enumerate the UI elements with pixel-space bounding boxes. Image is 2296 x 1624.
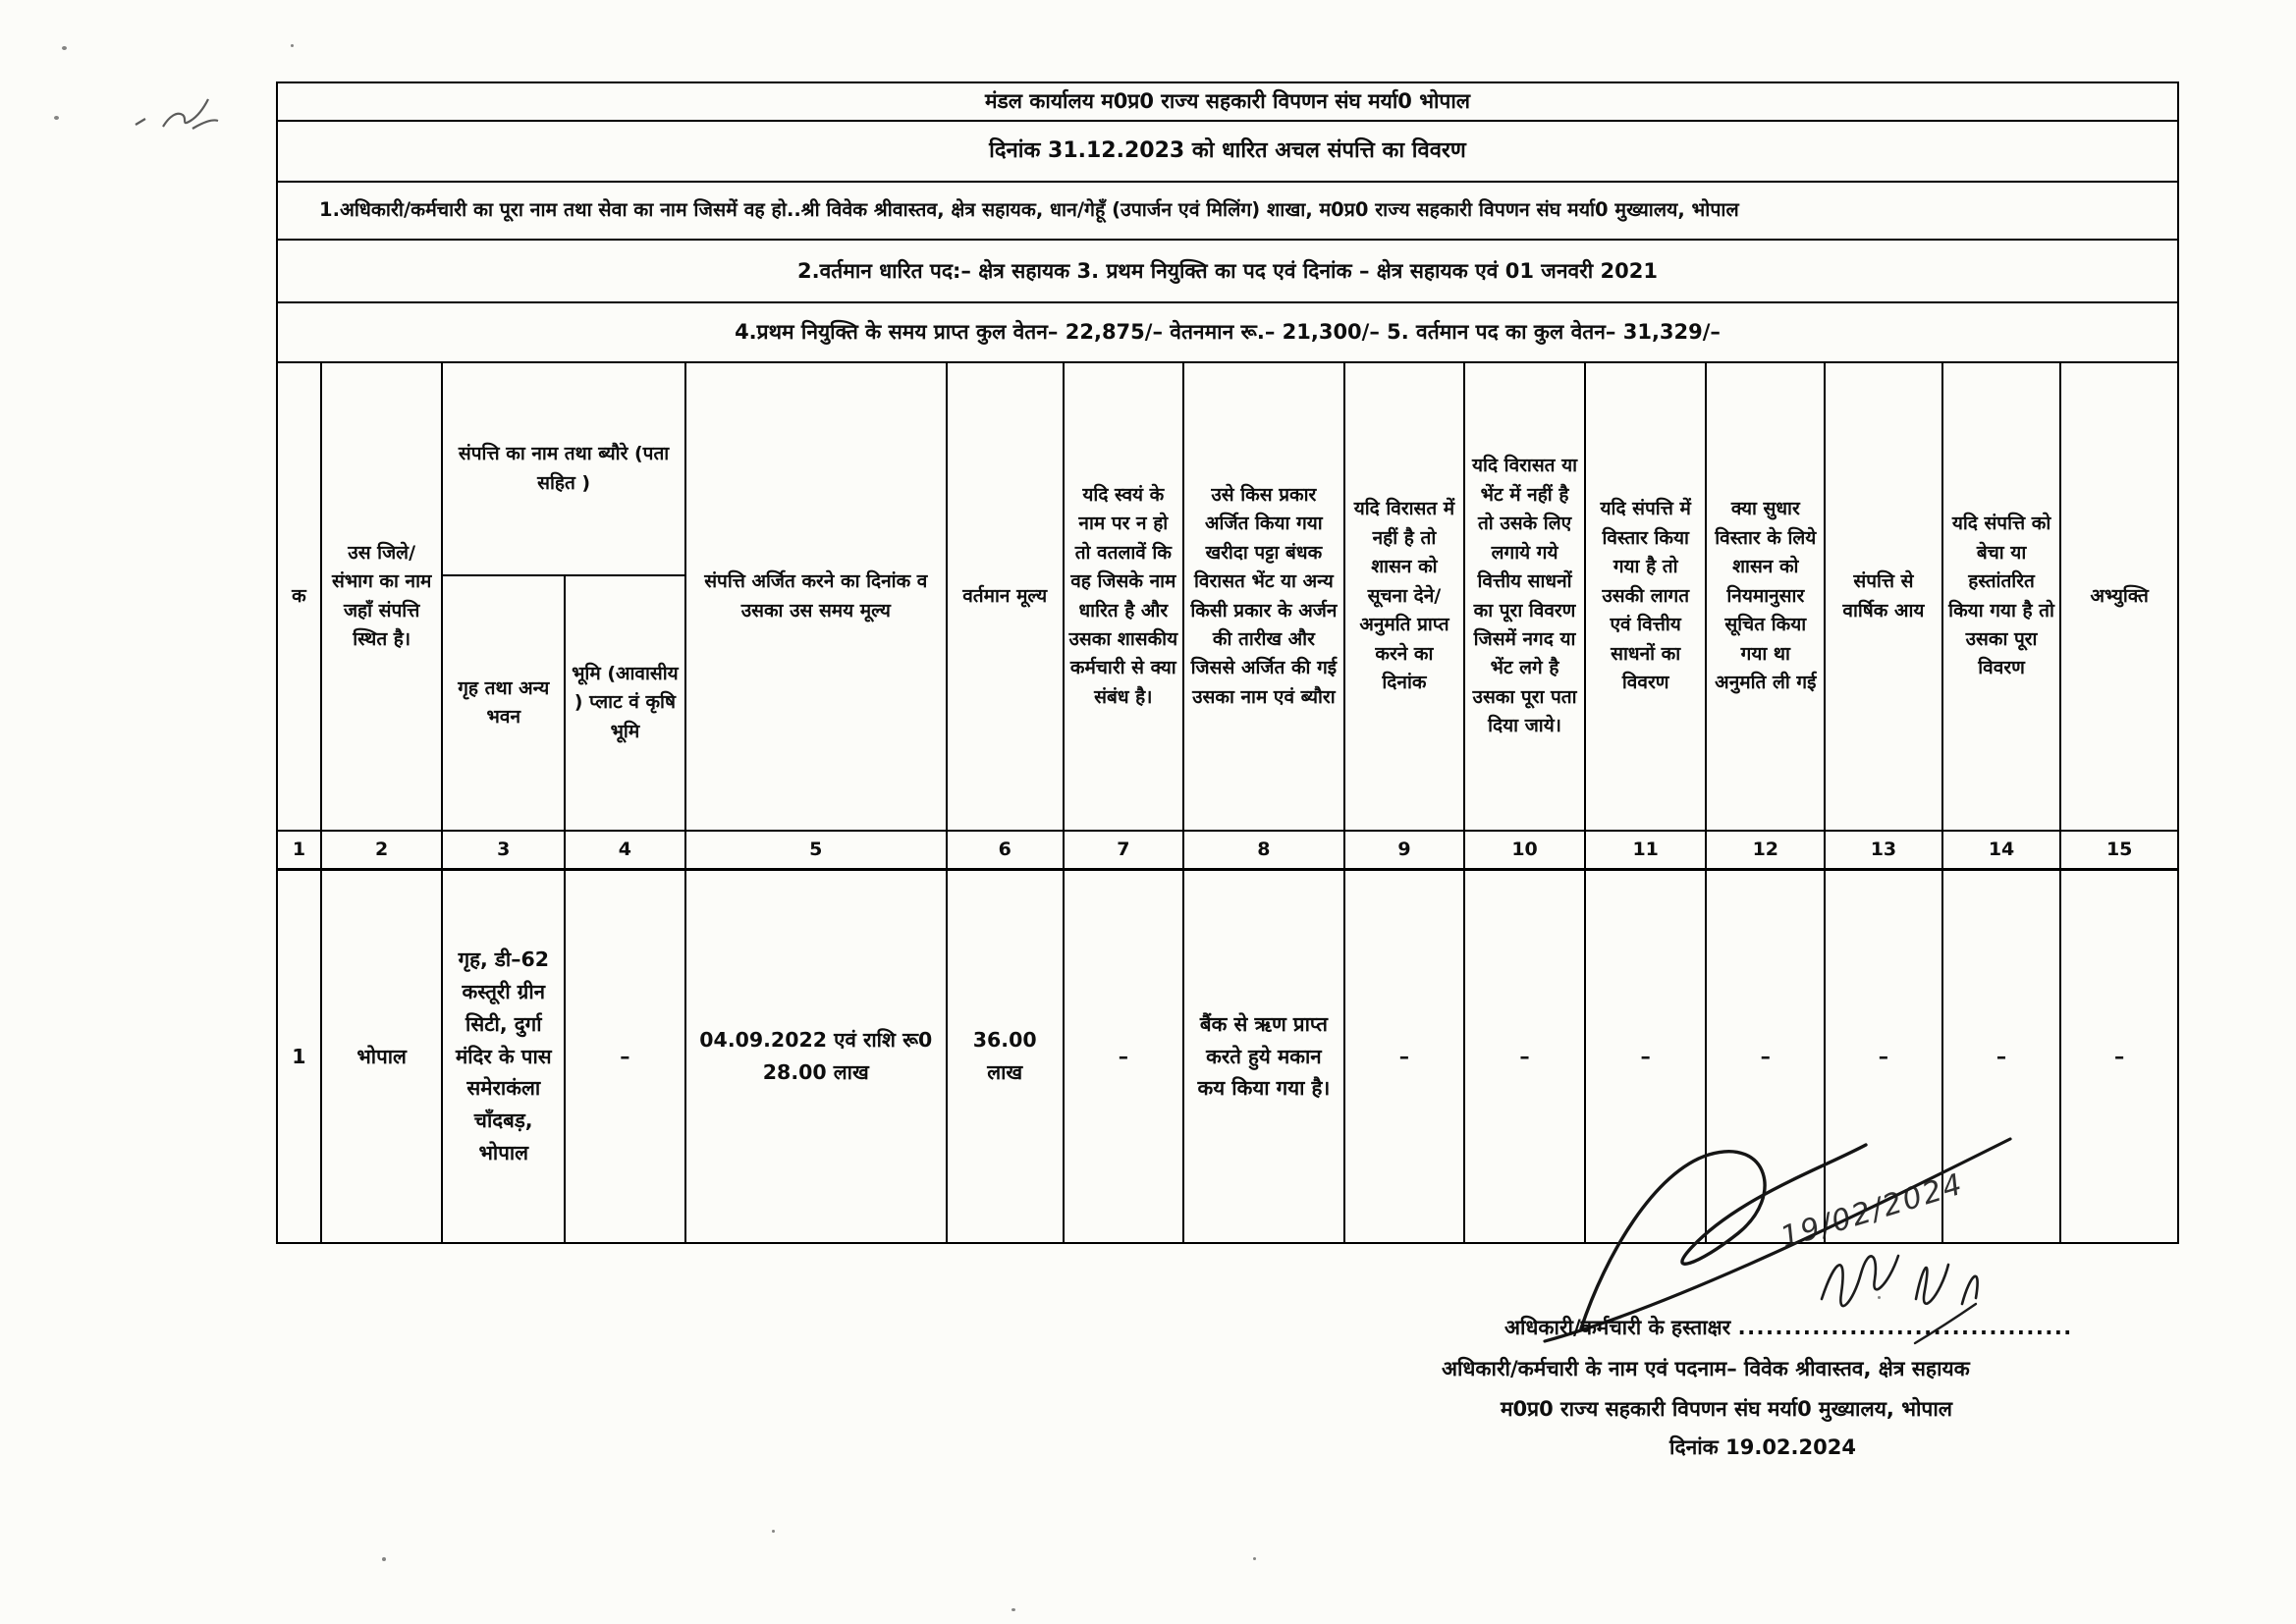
row-extension-permission: – — [1707, 871, 1826, 1242]
scan-speck — [1011, 1608, 1015, 1611]
col-header-6: वर्तमान मूल्य — [948, 363, 1065, 830]
col-header-group-property-name: संपत्ति का नाम तथा ब्यौरे (पता सहित ) — [443, 363, 685, 576]
col-number: 14 — [1943, 832, 2062, 868]
row-sale-transfer: – — [1943, 871, 2062, 1242]
col-number: 4 — [566, 832, 686, 868]
col-header-8: उसे किस प्रकार अर्जित किया गया खरीदा पट्टा बंधक विरासत भेंट या अन्य किसी प्रकार के अर्जन की तारीख और जिससे अर्जित की गई उसका नाम एवं ब्यौरा — [1184, 363, 1345, 830]
officer-name-row — [278, 183, 2177, 241]
officer-name-designation-line: अधिकारी/कर्मचारी के नाम एवं पदनाम– विवेक श्रीवास्तव, क्षेत्र सहायक — [1442, 1357, 1970, 1380]
row-permission-date: – — [1345, 871, 1466, 1242]
col-header-1: क — [278, 363, 322, 830]
signature-label: अधिकारी/कर्मचारी के हस्ताक्षर — [1504, 1316, 1731, 1339]
row-district: भोपाल — [322, 871, 444, 1242]
col-header-10: यदि विरासत या भेंट में नहीं है तो उसके लिए लगाये गये वित्तीय साधनों का पूरा विवरण जिसमें नगद या भेंट लगे है उसका पूरा पता दिया जाये। — [1465, 363, 1586, 830]
scan-speck — [1878, 1296, 1881, 1299]
col-number: 12 — [1707, 832, 1826, 868]
declaration-date-title: दिनांक 31.12.2023 को धारित अचल संपत्ति का विवरण — [989, 138, 1466, 164]
row-acquisition-date-value: 04.09.2022 एवं राशि रू0 28.00 लाख — [686, 871, 948, 1242]
col-number: 9 — [1345, 832, 1466, 868]
col-header-15: अभ्युक्ति — [2090, 584, 2149, 607]
col-number: 13 — [1826, 832, 1943, 868]
col-number: 6 — [948, 832, 1065, 868]
col-header-4: भूमि (आवासीय ) प्लाट वं कृषि भूमि — [566, 576, 686, 830]
col-number: 3 — [443, 832, 566, 868]
scan-speck — [62, 46, 67, 50]
office-title: मंडल कार्यालय म0प्र0 राज्य सहकारी विपणन संघ मर्या0 भोपाल — [984, 89, 1471, 114]
current-post-row — [278, 241, 2177, 303]
office-title-row — [278, 83, 2177, 122]
scan-speck — [291, 44, 294, 47]
column-header-row — [278, 363, 2177, 832]
footer-date-line: दिनांक 19.02.2024 — [1669, 1435, 1856, 1459]
col-header-7: यदि स्वयं के नाम पर न हो तो वतलावें कि वह जिसके नाम धारित है और उसका शासकीय कर्मचारी से क्या संबंध है। — [1065, 363, 1185, 830]
signature-handwritten-date: 19/02/2024 — [1777, 1166, 1968, 1256]
row-house-details: गृह, डी–62 कस्तूरी ग्रीन सिटी, दुर्गा मंदिर के पास समेराकंला चाँदबड़, भोपाल — [443, 871, 566, 1242]
col-header-9: यदि विरासत में नहीं है तो शासन को सूचना देने/ अनुमति प्राप्त करने का दिनांक — [1345, 363, 1466, 830]
col-number: 15 — [2105, 839, 2133, 860]
col-header-3: गृह तथा अन्य भवन — [443, 576, 566, 830]
scan-speck — [54, 116, 59, 120]
row-land-details: – — [566, 871, 686, 1242]
salary-text: 4.प्रथम नियुक्ति के समय प्राप्त कुल वेतन– 22,875/– वेतनमान रू.– 21,300/– 5. वर्तमान पद का कुल वेतन– 31,329/– — [735, 320, 1721, 345]
col-number: 7 — [1065, 832, 1185, 868]
property-declaration-table — [276, 81, 2179, 1244]
signature-dotted-line: .................................... — [1737, 1316, 2073, 1339]
current-post-text: 2.वर्तमान धारित पद:– क्षेत्र सहायक 3. प्रथम नियुक्ति का पद एवं दिनांक – क्षेत्र सहायक एवं 01 जनवरी 2021 — [797, 258, 1658, 283]
column-number-row — [278, 832, 2177, 871]
row-extension-cost: – — [1586, 871, 1708, 1242]
scan-scribble-mark — [118, 83, 236, 152]
col-number: 10 — [1465, 832, 1586, 868]
signature-line — [1504, 1314, 2073, 1341]
col-number: 1 — [278, 832, 322, 868]
col-header-5: संपत्ति अर्जित करने का दिनांक व उसका उस समय मूल्य — [686, 363, 948, 830]
scan-speck — [1253, 1557, 1256, 1560]
col-number: 8 — [1184, 832, 1345, 868]
row-remarks: – — [2114, 1044, 2125, 1068]
col-number: 5 — [686, 832, 948, 868]
row-serial: 1 — [278, 871, 322, 1242]
row-acquisition-mode: बैंक से ऋण प्राप्त करते हुये मकान कय किया गया है। — [1184, 871, 1345, 1242]
col-header-2: उस जिले/ संभाग का नाम जहाँ संपत्ति स्थित है। — [322, 363, 444, 830]
col-header-13: संपत्ति से वार्षिक आय — [1826, 363, 1943, 830]
declaration-date-row — [278, 122, 2177, 183]
row-annual-income: – — [1826, 871, 1943, 1242]
row-held-in-name: – — [1065, 871, 1185, 1242]
scan-speck — [772, 1530, 775, 1533]
salary-row — [278, 303, 2177, 363]
col-header-14: यदि संपत्ति को बेचा या हस्तांतरित किया गया है तो उसका पूरा विवरण — [1943, 363, 2062, 830]
col-header-11: यदि संपत्ति में विस्तार किया गया है तो उसकी लागत एवं वित्तीय साधनों का विवरण — [1586, 363, 1708, 830]
col-number: 11 — [1586, 832, 1708, 868]
scan-speck — [382, 1557, 386, 1561]
organization-line: म0प्र0 राज्य सहकारी विपणन संघ मर्या0 मुख्यालय, भोपाल — [1501, 1397, 1953, 1421]
col-header-12: क्या सुधार विस्तार के लिये शासन को नियमानुसार सूचित किया गया था अनुमति ली गई — [1707, 363, 1826, 830]
row-financial-sources: – — [1465, 871, 1586, 1242]
row-current-value: 36.00 लाख — [948, 871, 1065, 1242]
col-number: 2 — [322, 832, 444, 868]
officer-name-text: 1.अधिकारी/कर्मचारी का पूरा नाम तथा सेवा का नाम जिसमें वह हो..श्री विवेक श्रीवास्तव, क्षेत्र सहायक, धान/गेहूँ (उपार्जन एवं मिलिंग) शाखा, म0प्र0 राज्य सहकारी विपणन संघ मर्या0 मुख्यालय, भोपाल — [319, 198, 1739, 222]
